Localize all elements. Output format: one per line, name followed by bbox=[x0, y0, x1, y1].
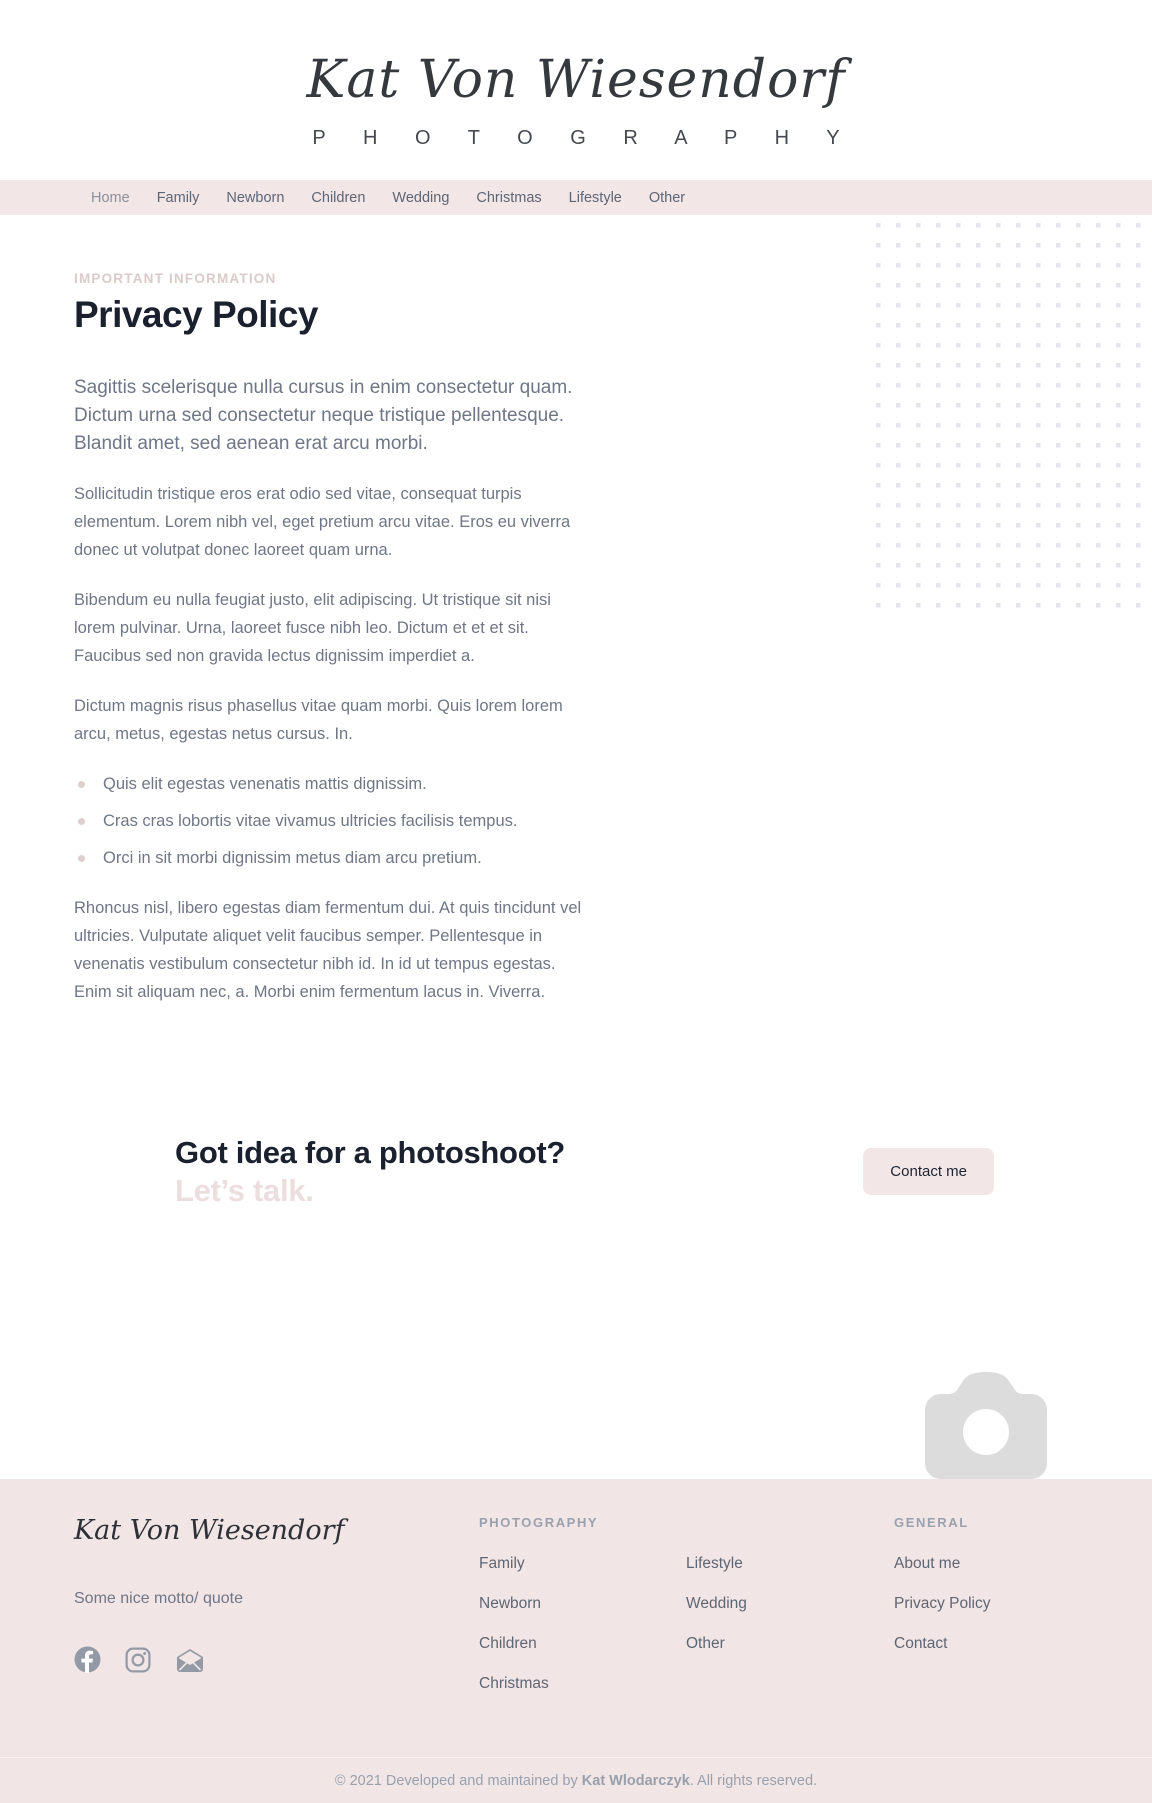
cta-text bbox=[175, 1134, 565, 1210]
footer-heading-photography: PHOTOGRAPHY bbox=[479, 1515, 599, 1531]
main-nav bbox=[0, 180, 1152, 215]
nav-item-family[interactable]: Family bbox=[156, 189, 200, 206]
footer-link-privacy-policy[interactable]: Privacy Policy bbox=[894, 1595, 991, 1613]
closing-paragraph: Rhoncus nisl, libero egestas diam fermentum dui. At quis tincidunt vel ultricies. Vulputate aliquet velit faucibus semper. Pellentesque in venenatis vestibulum consectetur nibh id. In id ut tempus egestas. Enim sit aliquam nec, a. Morbi enim fermentum lacus in. Viverra. bbox=[74, 899, 582, 1002]
footer-column-general bbox=[894, 1515, 1078, 1715]
footer-link-columns bbox=[479, 1515, 1078, 1715]
camera-icon bbox=[925, 1372, 1047, 1479]
site-footer bbox=[0, 1479, 1152, 1803]
dot-grid-decoration bbox=[876, 223, 1142, 619]
camera-placeholder-row bbox=[0, 1372, 1152, 1479]
bullet-item: Orci in sit morbi dignissim metus diam arcu pretium. bbox=[74, 844, 594, 872]
footer-link-wedding[interactable]: Wedding bbox=[686, 1595, 747, 1613]
footer-column-photography bbox=[479, 1515, 894, 1715]
nav-item-lifestyle[interactable]: Lifestyle bbox=[568, 189, 622, 206]
footer-heading-general: GENERAL bbox=[894, 1515, 969, 1531]
footer-motto: Some nice motto/ quote bbox=[74, 1590, 243, 1608]
footer-link-lifestyle[interactable]: Lifestyle bbox=[686, 1555, 743, 1573]
contact-me-button[interactable]: Contact me bbox=[863, 1148, 994, 1195]
cta-subtitle: Let’s talk. bbox=[175, 1173, 314, 1209]
footer-link-about-me[interactable]: About me bbox=[894, 1555, 961, 1573]
nav-item-other[interactable]: Other bbox=[648, 189, 686, 206]
body-paragraph: Dictum magnis risus phasellus vitae quam morbi. Quis lorem lorem arcu, metus, egestas netus cursus. In. bbox=[74, 697, 563, 744]
instagram-icon[interactable] bbox=[125, 1647, 151, 1673]
cta-title: Got idea for a photoshoot? bbox=[175, 1135, 565, 1171]
cta-section bbox=[175, 1134, 994, 1210]
bullet-item: Quis elit egestas venenatis mattis dignissim. bbox=[74, 770, 594, 798]
footer-link-family[interactable]: Family bbox=[479, 1555, 525, 1573]
nav-item-christmas[interactable]: Christmas bbox=[476, 189, 542, 206]
lead-paragraph: Sagittis scelerisque nulla cursus in enim consectetur quam. Dictum urna sed consectetur neque tristique pellentesque. Blandit amet, sed aenean erat arcu morbi. bbox=[74, 377, 573, 455]
site-logo: Kat Von Wiesendorf bbox=[306, 50, 846, 110]
footer-link-other[interactable]: Other bbox=[686, 1635, 725, 1653]
copyright-author: Kat Wlodarczyk bbox=[581, 1772, 690, 1789]
copyright-bar bbox=[0, 1757, 1152, 1803]
nav-item-wedding[interactable]: Wedding bbox=[392, 189, 450, 206]
body-paragraph: Sollicitudin tristique eros erat odio sed vitae, consequat turpis elementum. Lorem nibh vel, eget pretium arcu vitae. Eros eu viverra donec ut volutpat donec laoreet quam urna. bbox=[74, 485, 571, 560]
social-links bbox=[74, 1646, 479, 1673]
nav-item-children[interactable]: Children bbox=[311, 189, 366, 206]
email-icon[interactable] bbox=[175, 1648, 205, 1672]
footer-link-christmas[interactable]: Christmas bbox=[479, 1675, 549, 1693]
nav-item-home[interactable]: Home bbox=[91, 189, 130, 206]
eyebrow-label: IMPORTANT INFORMATION bbox=[74, 271, 277, 287]
bullet-list bbox=[74, 770, 594, 872]
footer-logo: Kat Von Wiesendorf bbox=[74, 1515, 345, 1547]
nav-item-newborn[interactable]: Newborn bbox=[226, 189, 285, 206]
footer-link-contact[interactable]: Contact bbox=[894, 1635, 948, 1653]
site-header bbox=[0, 0, 1152, 150]
site-logo-subtitle: P H O T O G R A P H Y bbox=[312, 127, 856, 150]
footer-link-newborn[interactable]: Newborn bbox=[479, 1595, 542, 1613]
facebook-icon[interactable] bbox=[74, 1646, 101, 1673]
main-content bbox=[0, 215, 1152, 1479]
footer-brand bbox=[74, 1515, 479, 1715]
footer-link-children[interactable]: Children bbox=[479, 1635, 537, 1653]
bullet-item: Cras cras lobortis vitae vivamus ultricies facilisis tempus. bbox=[74, 807, 594, 835]
copyright-text: © 2021 Developed and maintained by Kat Wlodarczyk. All rights reserved. bbox=[334, 1772, 818, 1789]
body-paragraph: Bibendum eu nulla feugiat justo, elit adipiscing. Ut tristique sit nisi lorem pulvinar. Urna, laoreet fusce nibh leo. Dictum et et et sit. Faucibus sed non gravida lectus dignissim imperdiet a. bbox=[74, 591, 551, 666]
page-title: Privacy Policy bbox=[74, 294, 318, 336]
